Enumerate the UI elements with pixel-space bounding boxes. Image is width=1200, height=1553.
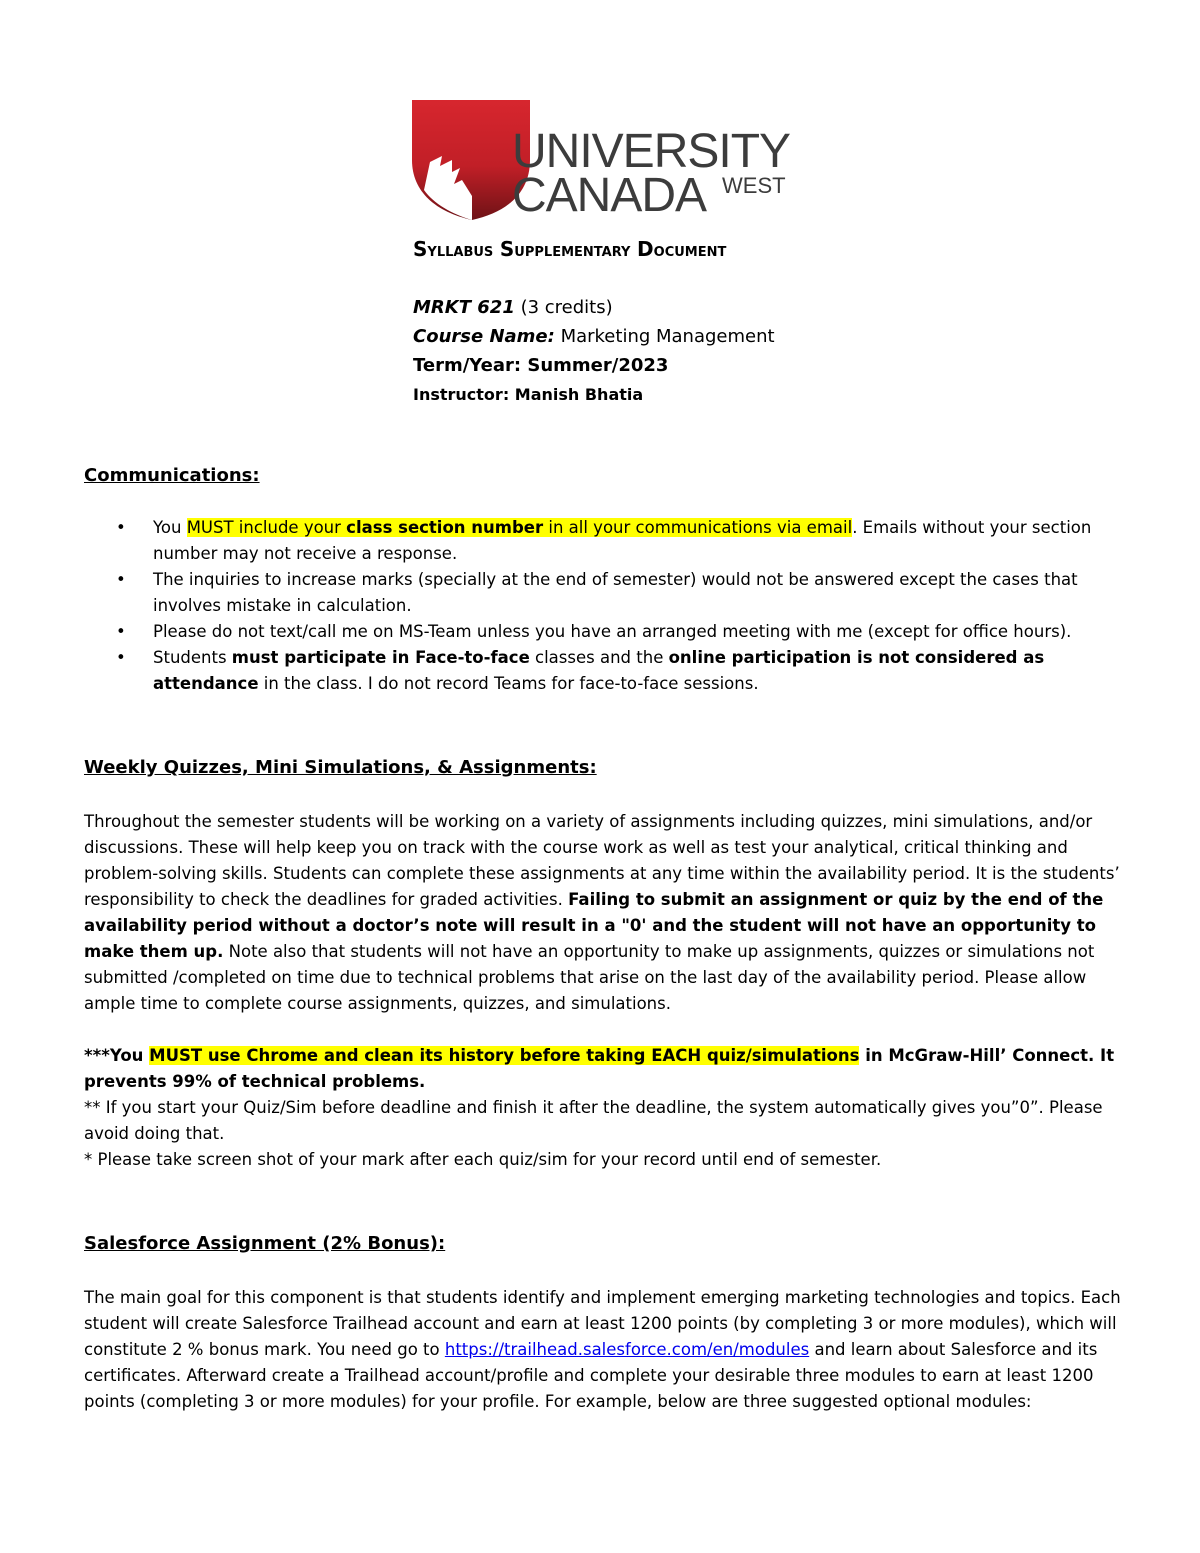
communications-heading: Communications: [84,465,260,486]
title-initial-s: S [413,237,428,261]
logo-word-west: WEST [722,173,786,198]
term-year-text: Term/Year: Summer/2023 [413,355,669,376]
list-item [84,515,1134,567]
bullet4-bold1: must participate in Face-to-face [231,648,530,667]
note1-highlight: MUST use Chrome and clean its history before taking EACH quiz/simulations [149,1046,860,1065]
title-part-1: yllabus [427,239,500,261]
weekly-section [84,755,1134,1173]
document-title [413,235,775,265]
title-initial-s2: S [499,237,515,261]
logo-word-canada: CANADA [512,169,707,222]
communications-list [84,515,1134,697]
weekly-heading: Weekly Quizzes, Mini Simulations, & Assignments: [84,757,597,778]
bullet4-bold2: online participation is not considered as attendance [153,648,1045,693]
title-part-3: ocument [653,239,727,261]
course-code: MRKT 621 [413,297,515,318]
bullet1-post: . Emails without your section number may not receive a response. [153,518,1092,563]
instructor [413,380,775,409]
note1-pre: ***You [84,1046,150,1065]
deadline-note: ** If you start your Quiz/Sim before deadline and finish it after the deadline, the system automatically gives you”0”. Please avoid doing that. [84,1098,1103,1143]
note1-post: in McGraw-Hill’ Connect. It prevents 99% of technical problems. [84,1046,1115,1091]
salesforce-para-pre: The main goal for this component is that students identify and implement emerging marketing technologies and topics. Each student will create Salesforce Trailhead account and earn at least 1200 points (by completing 3 or more modules), which will constitute 2 % bonus mark. You need go to [84,1288,1121,1359]
weekly-para-post: Note also that students will not have an opportunity to make up assignments, quizzes or simulations not submitted /completed on time due to technical problems that arise on the last day of the availability period. Please allow ample time to complete course assignments, quizzes, and simulations. [84,942,1095,1013]
weekly-para-bold: Failing to submit an assignment or quiz by the end of the availability period without a doctor’s note will result in a "0' and the student will not have an opportunity to make them up. [84,890,1104,961]
bullet4-post: in the class. I do not record Teams for face-to-face sessions. [258,674,759,693]
communications-section [84,463,1134,697]
instructor-text: Instructor: Manish Bhatia [413,385,644,404]
bullet1-hl-bold: class section number [346,518,544,537]
title-part-2: upplementary [514,239,638,261]
trailhead-link[interactable]: https://trailhead.salesforce.com/en/modules [444,1340,810,1359]
salesforce-section [84,1231,1134,1415]
list-item: • Please do not text/call me on MS-Team unless you have an arranged meeting with me (except for office hours). [84,619,1134,645]
list-item [84,645,1134,697]
bullet1-pre: You [153,518,187,537]
course-name-line [413,322,775,351]
course-header [413,235,775,409]
highlight-must-include [187,518,853,537]
term-year [413,351,775,380]
weekly-para-pre: Throughout the semester students will be working on a variety of assignments including quizzes, mini simulations, and/or discussions. These will help keep you on track with the course work as well as test your analytical, critical thinking and problem-solving skills. Students can complete these assignments at any time within the availability period. It is the students’ responsibility to check the deadlines for graded activities. [84,812,1120,909]
bullet1-hl1: MUST include your [186,518,347,537]
weekly-paragraph [84,809,1134,1017]
bullet4-pre: Students [153,648,232,667]
list-item: • The inquiries to increase marks (specially at the end of semester) would not be answered except the cases that involves mistake in calculation. [84,567,1134,619]
bullet4-mid: classes and the [529,648,669,667]
salesforce-heading: Salesforce Assignment (2% Bonus): [84,1233,446,1254]
screenshot-note: * Please take screen shot of your mark after each quiz/sim for your record until end of semester. [84,1150,882,1169]
course-code-line [413,293,775,322]
salesforce-paragraph [84,1285,1134,1415]
bullet1-hl2: in all your communications via email [543,518,853,537]
salesforce-para-post: and learn about Salesforce and its certificates. Afterward create a Trailhead account/profile and complete your desirable three modules to earn at least 1200 points (completing 3 or more modules) for your profile. For example, below are three suggested optional modules: [84,1340,1098,1411]
title-initial-d: D [637,237,654,261]
course-name: Marketing Management [554,326,775,347]
logo-word-university: UNIVERSITY [512,125,791,178]
course-name-label: Course Name: [413,326,555,347]
course-credits: (3 credits) [514,297,613,318]
chrome-note [84,1043,1134,1095]
